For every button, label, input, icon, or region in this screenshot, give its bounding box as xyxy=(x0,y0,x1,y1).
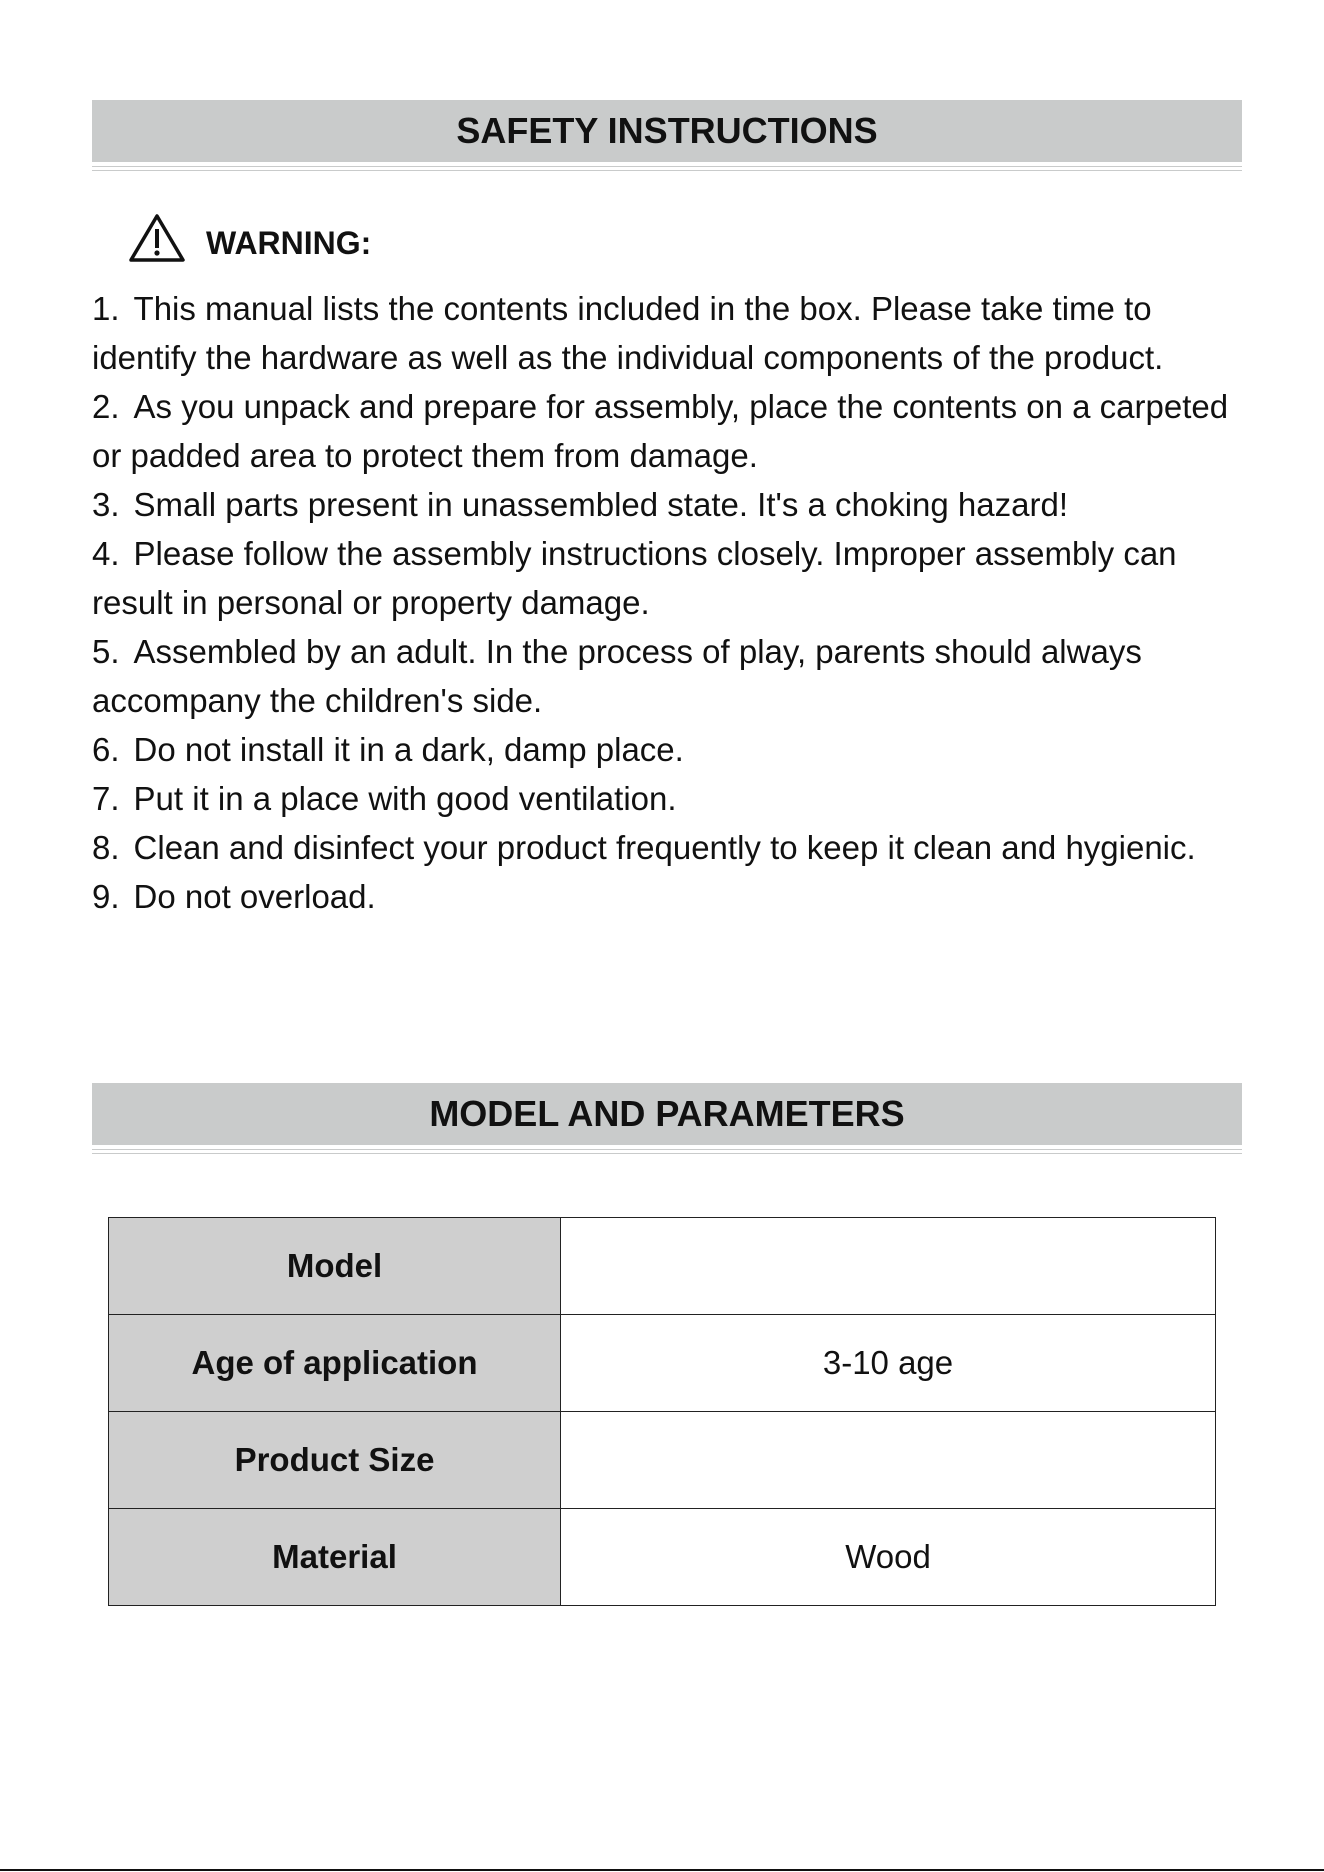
instruction-item: 9. Do not overload. xyxy=(92,878,376,915)
param-label-model: Model xyxy=(109,1218,561,1315)
safety-instructions-list xyxy=(92,284,1242,921)
instruction-item: 3. Small parts present in unassembled state. It's a choking hazard! xyxy=(92,486,1068,523)
table-row xyxy=(109,1412,1216,1509)
warning-triangle-icon xyxy=(126,211,188,265)
model-header-rule xyxy=(92,1149,1242,1154)
instruction-item: 8. Clean and disinfect your product frequently to keep it clean and hygienic. xyxy=(92,829,1196,866)
safety-header-rule xyxy=(92,166,1242,171)
param-label-age: Age of application xyxy=(109,1315,561,1412)
param-value-model xyxy=(561,1218,1216,1315)
param-value-age: 3-10 age xyxy=(561,1315,1216,1412)
param-value-material: Wood xyxy=(561,1509,1216,1606)
instruction-item: 5. Assembled by an adult. In the process of play, parents should always accompany the children's side. xyxy=(92,633,1142,719)
table-row xyxy=(109,1509,1216,1606)
safety-instructions-title: SAFETY INSTRUCTIONS xyxy=(456,110,878,151)
param-label-size: Product Size xyxy=(109,1412,561,1509)
instruction-item: 1. This manual lists the contents included in the box. Please take time to identify the hardware as well as the individual components of the product. xyxy=(92,290,1164,376)
instruction-item: 4. Please follow the assembly instructions closely. Improper assembly can result in personal or property damage. xyxy=(92,535,1177,621)
instruction-item: 2. As you unpack and prepare for assembly, place the contents on a carpeted or padded area to protect them from damage. xyxy=(92,388,1229,474)
param-label-material: Material xyxy=(109,1509,561,1606)
table-row xyxy=(109,1218,1216,1315)
model-parameters-title: MODEL AND PARAMETERS xyxy=(429,1093,905,1134)
instruction-item: 7. Put it in a place with good ventilation. xyxy=(92,780,677,817)
param-value-size xyxy=(561,1412,1216,1509)
instruction-item: 6. Do not install it in a dark, damp place. xyxy=(92,731,684,768)
table-row xyxy=(109,1315,1216,1412)
warning-row xyxy=(126,208,371,268)
page-bottom-rule xyxy=(0,1869,1324,1871)
safety-instructions-header xyxy=(92,100,1242,162)
model-parameters-header xyxy=(92,1083,1242,1145)
warning-label: WARNING: xyxy=(206,224,372,261)
parameters-table xyxy=(108,1217,1216,1606)
